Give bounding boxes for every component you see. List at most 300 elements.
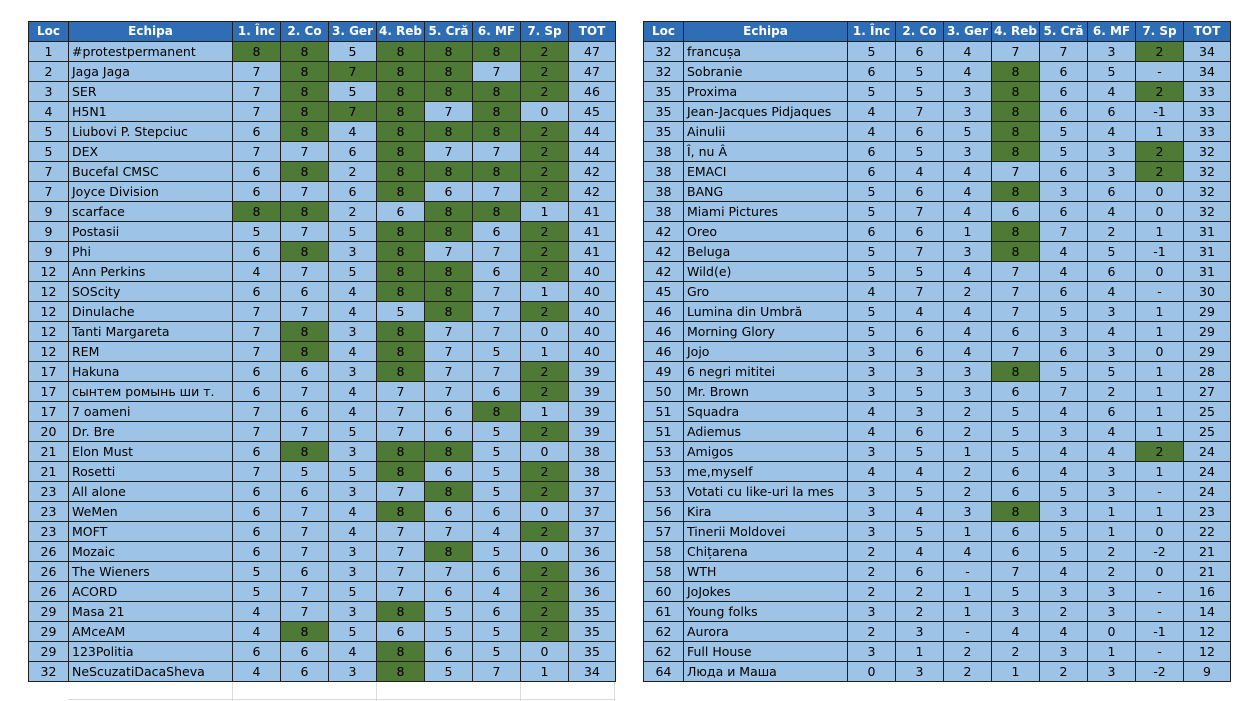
cell-round-6: 8 bbox=[473, 162, 521, 182]
cell-round-5: 8 bbox=[425, 62, 473, 82]
cell-round-1: 5 bbox=[233, 222, 281, 242]
cell-round-2: 7 bbox=[896, 282, 944, 302]
cell-round-2: 7 bbox=[896, 102, 944, 122]
cell-round-2: 8 bbox=[281, 122, 329, 142]
cell-total: 29 bbox=[1184, 302, 1231, 322]
cell-round-1: 6 bbox=[848, 62, 896, 82]
cell-round-4: 7 bbox=[992, 342, 1040, 362]
cell-loc: 50 bbox=[644, 382, 684, 402]
cell-round-5: 6 bbox=[1040, 102, 1088, 122]
table-row bbox=[29, 362, 616, 382]
cell-round-1: 3 bbox=[848, 442, 896, 462]
table-row bbox=[644, 562, 1231, 582]
cell-total: 24 bbox=[1184, 482, 1231, 502]
cell-round-3: 4 bbox=[944, 542, 992, 562]
cell-round-4: 8 bbox=[992, 102, 1040, 122]
cell-loc: 45 bbox=[644, 282, 684, 302]
cell-round-3: 4 bbox=[329, 282, 377, 302]
header-row bbox=[644, 22, 1231, 42]
cell-round-1: 4 bbox=[233, 662, 281, 682]
cell-total: 37 bbox=[569, 522, 616, 542]
cell-team: 6 negri mititei bbox=[684, 362, 848, 382]
cell-round-4: 8 bbox=[377, 122, 425, 142]
table-row bbox=[644, 142, 1231, 162]
cell-round-2: 8 bbox=[281, 202, 329, 222]
cell-round-2: 6 bbox=[896, 562, 944, 582]
cell-round-5: 7 bbox=[425, 102, 473, 122]
cell-round-6: 2 bbox=[1088, 542, 1136, 562]
cell-round-7: 0 bbox=[521, 542, 569, 562]
cell-team: Dr. Bre bbox=[69, 422, 233, 442]
cell-round-3: 3 bbox=[329, 322, 377, 342]
cell-round-6: 3 bbox=[1088, 662, 1136, 682]
cell-round-6: 1 bbox=[1088, 502, 1136, 522]
cell-round-6: 4 bbox=[1088, 82, 1136, 102]
cell-team: Tanti Margareta bbox=[69, 322, 233, 342]
cell-round-7: 2 bbox=[521, 462, 569, 482]
cell-total: 31 bbox=[1184, 262, 1231, 282]
cell-round-4: 6 bbox=[992, 382, 1040, 402]
cell-team: сынтем ромынь ши т. bbox=[69, 382, 233, 402]
cell-team: Jaga Jaga bbox=[69, 62, 233, 82]
header-round-4: 4. Reb bbox=[992, 22, 1040, 42]
cell-round-7: 2 bbox=[1136, 82, 1184, 102]
cell-team: 7 oameni bbox=[69, 402, 233, 422]
table-row bbox=[29, 582, 616, 602]
cell-round-3: 2 bbox=[944, 662, 992, 682]
cell-round-3: 3 bbox=[944, 382, 992, 402]
cell-team: #protestpermanent bbox=[69, 42, 233, 62]
cell-round-1: 6 bbox=[848, 142, 896, 162]
cell-round-6: 6 bbox=[473, 222, 521, 242]
cell-round-2: 7 bbox=[281, 542, 329, 562]
cell-round-1: 8 bbox=[233, 202, 281, 222]
cell-round-5: 7 bbox=[425, 562, 473, 582]
cell-round-7: -1 bbox=[1136, 242, 1184, 262]
cell-round-7: 0 bbox=[1136, 182, 1184, 202]
header-round-2: 2. Co bbox=[896, 22, 944, 42]
cell-loc: 7 bbox=[29, 162, 69, 182]
cell-round-2: 4 bbox=[896, 302, 944, 322]
cell-total: 42 bbox=[569, 162, 616, 182]
cell-total: 39 bbox=[569, 382, 616, 402]
cell-round-5: 6 bbox=[425, 182, 473, 202]
cell-round-7: - bbox=[1136, 602, 1184, 622]
cell-round-5: 7 bbox=[425, 142, 473, 162]
cell-round-7: 0 bbox=[1136, 262, 1184, 282]
cell-round-4: 7 bbox=[992, 42, 1040, 62]
cell-round-3: 4 bbox=[329, 522, 377, 542]
cell-round-7: 2 bbox=[521, 522, 569, 542]
cell-round-3: 3 bbox=[329, 442, 377, 462]
cell-round-2: 8 bbox=[281, 622, 329, 642]
cell-round-4: 8 bbox=[992, 242, 1040, 262]
cell-round-7: 1 bbox=[1136, 222, 1184, 242]
cell-round-4: 8 bbox=[992, 222, 1040, 242]
cell-round-2: 6 bbox=[896, 422, 944, 442]
cell-round-7: 1 bbox=[521, 402, 569, 422]
cell-round-3: 5 bbox=[329, 622, 377, 642]
cell-loc: 53 bbox=[644, 462, 684, 482]
cell-round-7: 2 bbox=[1136, 142, 1184, 162]
cell-round-2: 7 bbox=[281, 502, 329, 522]
cell-round-7: 1 bbox=[521, 282, 569, 302]
header-round-1: 1. Înc bbox=[233, 22, 281, 42]
cell-round-1: 5 bbox=[233, 582, 281, 602]
cell-round-1: 7 bbox=[233, 302, 281, 322]
cell-round-4: 8 bbox=[377, 362, 425, 382]
cell-round-1: 2 bbox=[848, 622, 896, 642]
cell-round-6: 7 bbox=[473, 242, 521, 262]
cell-round-5: 7 bbox=[425, 362, 473, 382]
cell-round-1: 6 bbox=[233, 182, 281, 202]
cell-round-1: 7 bbox=[233, 462, 281, 482]
cell-round-2: 6 bbox=[281, 482, 329, 502]
cell-round-7: 0 bbox=[521, 322, 569, 342]
cell-round-5: 7 bbox=[1040, 382, 1088, 402]
cell-team: me,myself bbox=[684, 462, 848, 482]
cell-round-2: 3 bbox=[896, 622, 944, 642]
cell-loc: 35 bbox=[644, 102, 684, 122]
cell-round-1: 0 bbox=[848, 662, 896, 682]
cell-round-6: 4 bbox=[1088, 282, 1136, 302]
cell-round-1: 7 bbox=[233, 62, 281, 82]
cell-round-7: 2 bbox=[521, 182, 569, 202]
cell-round-3: 4 bbox=[329, 302, 377, 322]
cell-round-4: 7 bbox=[377, 542, 425, 562]
cell-team: Miami Pictures bbox=[684, 202, 848, 222]
cell-round-6: 8 bbox=[473, 82, 521, 102]
cell-round-4: 8 bbox=[377, 642, 425, 662]
cell-total: 38 bbox=[569, 442, 616, 462]
cell-loc: 9 bbox=[29, 242, 69, 262]
cell-round-3: 4 bbox=[944, 322, 992, 342]
cell-round-2: 8 bbox=[281, 342, 329, 362]
header-round-6: 6. MF bbox=[1088, 22, 1136, 42]
cell-round-6: 3 bbox=[1088, 302, 1136, 322]
cell-round-1: 2 bbox=[848, 562, 896, 582]
cell-round-3: 4 bbox=[944, 302, 992, 322]
cell-total: 32 bbox=[1184, 202, 1231, 222]
cell-round-4: 7 bbox=[377, 562, 425, 582]
cell-round-5: 4 bbox=[1040, 562, 1088, 582]
cell-round-6: 7 bbox=[473, 302, 521, 322]
cell-round-7: 2 bbox=[521, 42, 569, 62]
cell-round-5: 5 bbox=[1040, 122, 1088, 142]
cell-team: Mozaic bbox=[69, 542, 233, 562]
cell-round-1: 4 bbox=[233, 622, 281, 642]
cell-loc: 32 bbox=[644, 42, 684, 62]
cell-round-5: 8 bbox=[425, 542, 473, 562]
cell-round-4: 4 bbox=[992, 622, 1040, 642]
table-row bbox=[29, 142, 616, 162]
cell-round-3: 2 bbox=[329, 162, 377, 182]
header-round-1: 1. Înc bbox=[848, 22, 896, 42]
cell-round-5: 8 bbox=[425, 282, 473, 302]
cell-team: Lumina din Umbră bbox=[684, 302, 848, 322]
table-row bbox=[644, 262, 1231, 282]
cell-team: Votati cu like-uri la mes bbox=[684, 482, 848, 502]
cell-total: 16 bbox=[1184, 582, 1231, 602]
cell-round-1: 7 bbox=[233, 142, 281, 162]
cell-round-4: 6 bbox=[377, 622, 425, 642]
cell-loc: 23 bbox=[29, 502, 69, 522]
cell-round-2: 7 bbox=[896, 202, 944, 222]
cell-round-3: 5 bbox=[329, 582, 377, 602]
cell-round-3: 2 bbox=[944, 422, 992, 442]
cell-round-5: 7 bbox=[425, 342, 473, 362]
cell-round-5: 6 bbox=[1040, 82, 1088, 102]
cell-round-3: 5 bbox=[329, 42, 377, 62]
cell-round-5: 4 bbox=[1040, 262, 1088, 282]
cell-round-4: 6 bbox=[992, 322, 1040, 342]
table-row bbox=[29, 82, 616, 102]
cell-round-7: 2 bbox=[521, 142, 569, 162]
cell-round-1: 7 bbox=[233, 322, 281, 342]
cell-round-7: 1 bbox=[521, 202, 569, 222]
cell-round-2: 8 bbox=[281, 242, 329, 262]
cell-loc: 42 bbox=[644, 262, 684, 282]
cell-round-5: 6 bbox=[1040, 202, 1088, 222]
cell-round-1: 3 bbox=[848, 382, 896, 402]
cell-round-7: 2 bbox=[1136, 42, 1184, 62]
cell-total: 35 bbox=[569, 642, 616, 662]
table-row bbox=[29, 162, 616, 182]
table-row bbox=[29, 402, 616, 422]
cell-round-1: 2 bbox=[848, 582, 896, 602]
cell-round-2: 7 bbox=[281, 602, 329, 622]
gridline bbox=[376, 681, 377, 701]
cell-total: 46 bbox=[569, 82, 616, 102]
cell-team: Ann Perkins bbox=[69, 262, 233, 282]
cell-round-5: 4 bbox=[1040, 442, 1088, 462]
cell-round-4: 8 bbox=[377, 182, 425, 202]
cell-round-3: 6 bbox=[329, 142, 377, 162]
cell-team: Jean-Jacques Pidjaques bbox=[684, 102, 848, 122]
cell-team: Tinerii Moldovei bbox=[684, 522, 848, 542]
cell-round-6: 7 bbox=[473, 322, 521, 342]
cell-team: Masa 21 bbox=[69, 602, 233, 622]
cell-round-3: 3 bbox=[329, 542, 377, 562]
cell-round-2: 7 bbox=[281, 302, 329, 322]
gridline bbox=[232, 681, 233, 701]
cell-round-6: 3 bbox=[1088, 602, 1136, 622]
cell-round-3: 2 bbox=[944, 282, 992, 302]
cell-round-6: 7 bbox=[473, 662, 521, 682]
cell-total: 33 bbox=[1184, 122, 1231, 142]
cell-loc: 57 bbox=[644, 522, 684, 542]
cell-round-7: 2 bbox=[521, 302, 569, 322]
cell-round-5: 8 bbox=[425, 482, 473, 502]
cell-round-1: 4 bbox=[848, 122, 896, 142]
cell-round-4: 7 bbox=[377, 422, 425, 442]
table-row bbox=[29, 222, 616, 242]
cell-round-5: 6 bbox=[425, 402, 473, 422]
cell-round-1: 7 bbox=[233, 402, 281, 422]
cell-round-2: 5 bbox=[896, 142, 944, 162]
header-total: TOT bbox=[1184, 22, 1231, 42]
cell-round-7: -2 bbox=[1136, 662, 1184, 682]
header-total: TOT bbox=[569, 22, 616, 42]
cell-round-7: - bbox=[1136, 62, 1184, 82]
cell-round-4: 7 bbox=[992, 162, 1040, 182]
cell-round-7: 2 bbox=[521, 622, 569, 642]
cell-team: The Wieners bbox=[69, 562, 233, 582]
cell-total: 29 bbox=[1184, 322, 1231, 342]
cell-round-1: 6 bbox=[233, 642, 281, 662]
cell-round-3: 4 bbox=[944, 182, 992, 202]
cell-total: 47 bbox=[569, 42, 616, 62]
cell-total: 32 bbox=[1184, 142, 1231, 162]
cell-team: WeMen bbox=[69, 502, 233, 522]
cell-round-2: 2 bbox=[896, 582, 944, 602]
cell-round-4: 5 bbox=[992, 402, 1040, 422]
cell-round-5: 5 bbox=[1040, 142, 1088, 162]
cell-round-2: 6 bbox=[896, 122, 944, 142]
header-round-4: 4. Reb bbox=[377, 22, 425, 42]
cell-round-5: 3 bbox=[1040, 182, 1088, 202]
cell-round-4: 7 bbox=[992, 282, 1040, 302]
cell-loc: 20 bbox=[29, 422, 69, 442]
cell-round-1: 4 bbox=[848, 462, 896, 482]
cell-round-2: 8 bbox=[281, 442, 329, 462]
table-row bbox=[29, 42, 616, 62]
cell-round-3: 2 bbox=[944, 462, 992, 482]
cell-total: 36 bbox=[569, 582, 616, 602]
cell-total: 21 bbox=[1184, 542, 1231, 562]
cell-round-5: 4 bbox=[1040, 242, 1088, 262]
cell-round-7: 0 bbox=[1136, 522, 1184, 542]
cell-round-1: 3 bbox=[848, 602, 896, 622]
cell-total: 41 bbox=[569, 222, 616, 242]
header-team: Echipa bbox=[684, 22, 848, 42]
header-round-5: 5. Cră bbox=[1040, 22, 1088, 42]
cell-round-5: 5 bbox=[1040, 482, 1088, 502]
cell-round-6: 3 bbox=[1088, 462, 1136, 482]
cell-round-2: 2 bbox=[896, 602, 944, 622]
cell-round-5: 8 bbox=[425, 222, 473, 242]
cell-round-7: 2 bbox=[521, 242, 569, 262]
cell-round-6: 5 bbox=[1088, 242, 1136, 262]
cell-round-6: 7 bbox=[473, 182, 521, 202]
cell-round-1: 6 bbox=[233, 382, 281, 402]
cell-loc: 35 bbox=[644, 82, 684, 102]
table-row bbox=[644, 342, 1231, 362]
cell-loc: 23 bbox=[29, 522, 69, 542]
cell-round-1: 6 bbox=[233, 242, 281, 262]
cell-round-2: 5 bbox=[896, 262, 944, 282]
cell-round-3: - bbox=[944, 622, 992, 642]
cell-round-3: 4 bbox=[944, 202, 992, 222]
cell-round-3: 3 bbox=[944, 502, 992, 522]
cell-round-5: 8 bbox=[425, 262, 473, 282]
cell-round-5: 5 bbox=[1040, 542, 1088, 562]
cell-round-1: 6 bbox=[233, 542, 281, 562]
cell-round-5: 4 bbox=[1040, 402, 1088, 422]
cell-team: Rosetti bbox=[69, 462, 233, 482]
cell-round-4: 8 bbox=[992, 502, 1040, 522]
cell-round-3: 3 bbox=[944, 102, 992, 122]
cell-loc: 29 bbox=[29, 602, 69, 622]
cell-round-4: 5 bbox=[992, 582, 1040, 602]
cell-round-3: 5 bbox=[944, 122, 992, 142]
cell-round-2: 7 bbox=[896, 242, 944, 262]
cell-round-5: 3 bbox=[1040, 322, 1088, 342]
cell-round-1: 6 bbox=[233, 162, 281, 182]
cell-round-3: 3 bbox=[329, 482, 377, 502]
cell-round-7: -2 bbox=[1136, 542, 1184, 562]
cell-loc: 42 bbox=[644, 222, 684, 242]
cell-total: 44 bbox=[569, 122, 616, 142]
table-row bbox=[29, 102, 616, 122]
cell-round-5: 6 bbox=[425, 642, 473, 662]
table-row bbox=[29, 462, 616, 482]
table-row bbox=[29, 282, 616, 302]
cell-team: Oreo bbox=[684, 222, 848, 242]
table-row bbox=[644, 42, 1231, 62]
table-row bbox=[29, 662, 616, 682]
cell-team: Jojo bbox=[684, 342, 848, 362]
cell-round-4: 7 bbox=[992, 302, 1040, 322]
cell-round-3: 5 bbox=[329, 82, 377, 102]
cell-round-5: 7 bbox=[1040, 222, 1088, 242]
cell-round-4: 8 bbox=[377, 162, 425, 182]
table-row bbox=[644, 202, 1231, 222]
cell-round-2: 4 bbox=[896, 462, 944, 482]
cell-round-1: 3 bbox=[848, 362, 896, 382]
cell-round-6: 6 bbox=[473, 262, 521, 282]
cell-team: Morning Glory bbox=[684, 322, 848, 342]
cell-total: 12 bbox=[1184, 622, 1231, 642]
header-round-2: 2. Co bbox=[281, 22, 329, 42]
cell-round-5: 7 bbox=[425, 322, 473, 342]
cell-loc: 46 bbox=[644, 302, 684, 322]
cell-round-5: 5 bbox=[425, 622, 473, 642]
cell-loc: 58 bbox=[644, 562, 684, 582]
cell-team: Hakuna bbox=[69, 362, 233, 382]
header-team: Echipa bbox=[69, 22, 233, 42]
cell-round-2: 4 bbox=[896, 162, 944, 182]
table-row bbox=[29, 242, 616, 262]
cell-round-1: 7 bbox=[233, 422, 281, 442]
table-row bbox=[644, 162, 1231, 182]
cell-round-6: 5 bbox=[473, 542, 521, 562]
cell-round-7: - bbox=[1136, 582, 1184, 602]
cell-team: Sobranie bbox=[684, 62, 848, 82]
cell-round-2: 8 bbox=[281, 162, 329, 182]
cell-round-4: 8 bbox=[377, 242, 425, 262]
cell-round-3: 3 bbox=[329, 242, 377, 262]
cell-round-1: 5 bbox=[848, 182, 896, 202]
table-row bbox=[29, 442, 616, 462]
cell-round-5: 8 bbox=[425, 162, 473, 182]
cell-loc: 56 bbox=[644, 502, 684, 522]
cell-loc: 2 bbox=[29, 62, 69, 82]
cell-total: 39 bbox=[569, 402, 616, 422]
cell-loc: 49 bbox=[644, 362, 684, 382]
cell-round-4: 6 bbox=[992, 202, 1040, 222]
table-row bbox=[29, 522, 616, 542]
cell-team: Adiemus bbox=[684, 422, 848, 442]
cell-round-6: 3 bbox=[1088, 162, 1136, 182]
table-row bbox=[644, 442, 1231, 462]
cell-round-2: 3 bbox=[896, 362, 944, 382]
cell-round-6: 8 bbox=[473, 42, 521, 62]
cell-round-5: 8 bbox=[425, 82, 473, 102]
cell-round-2: 4 bbox=[896, 502, 944, 522]
cell-round-1: 2 bbox=[848, 542, 896, 562]
cell-round-1: 4 bbox=[848, 282, 896, 302]
